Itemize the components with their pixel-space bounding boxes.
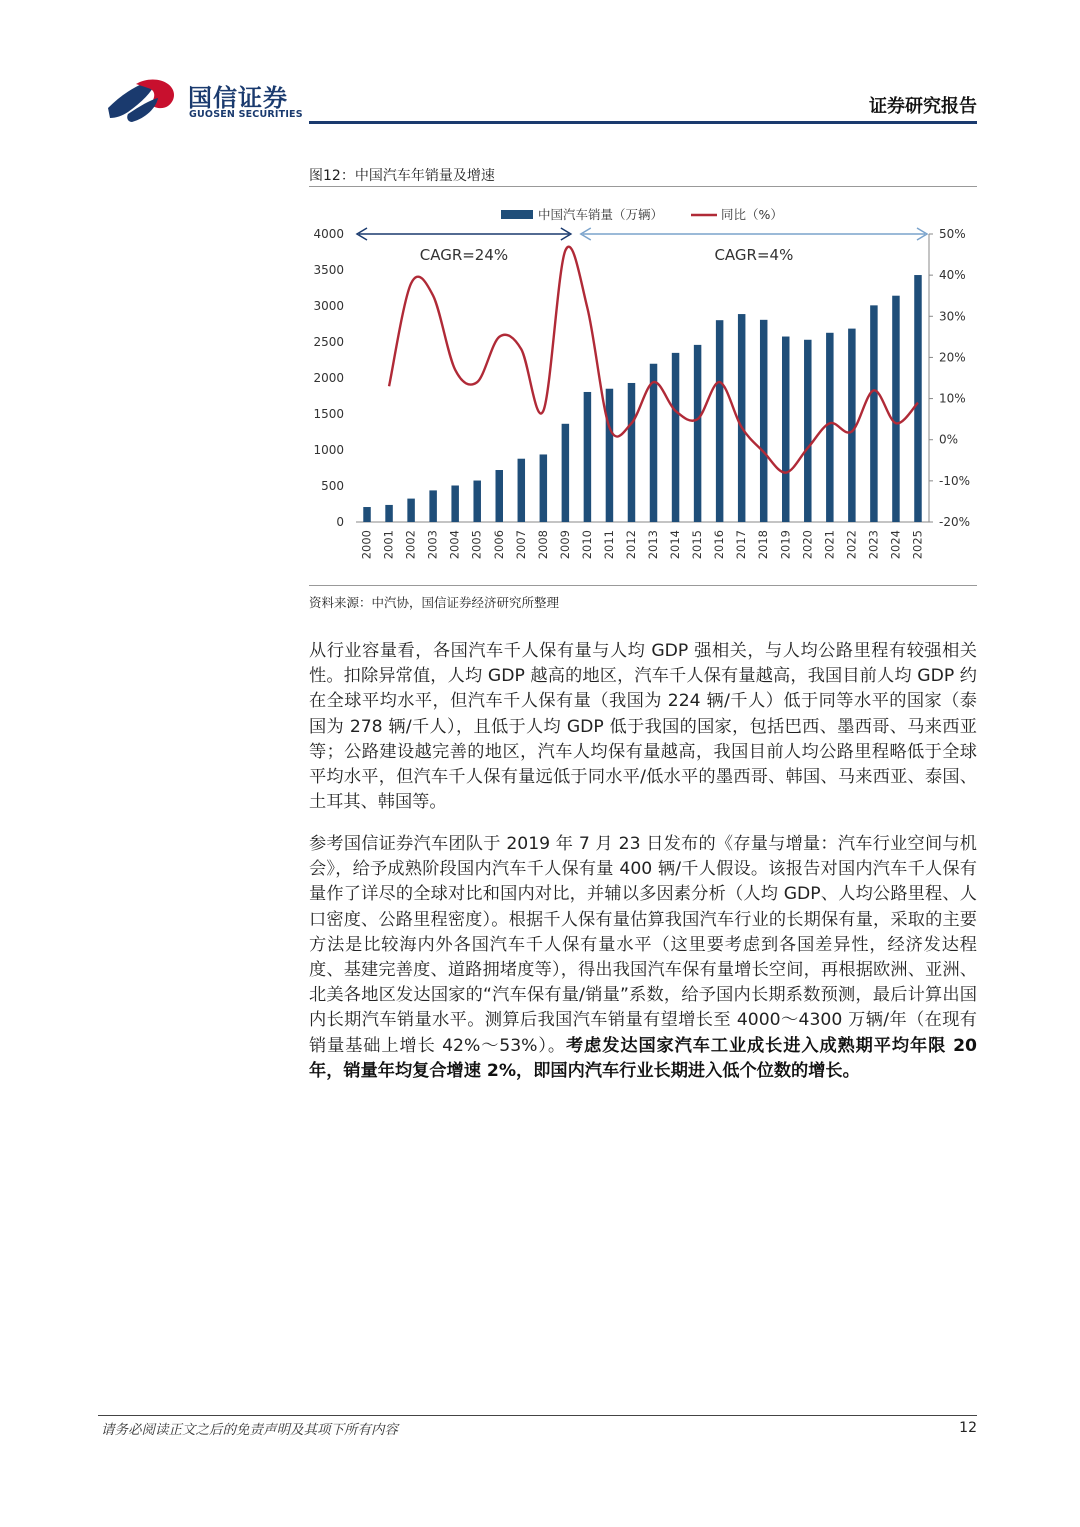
y-right-tick-label: -20%: [939, 515, 971, 529]
bar: [804, 340, 811, 522]
x-tick-label: 2012: [623, 530, 638, 560]
bar: [407, 499, 414, 522]
x-tick-label: 2016: [712, 530, 727, 560]
x-tick-label: 2004: [447, 530, 462, 560]
bar: [496, 470, 503, 522]
y-left-tick-label: 1000: [313, 443, 344, 457]
bar: [584, 392, 591, 522]
figure-title: 图12：中国汽车年销量及增速: [309, 168, 495, 184]
y-right-tick-label: 0%: [939, 432, 959, 447]
legend-line-label: 同比（%）: [721, 207, 783, 222]
bar: [429, 490, 436, 522]
bar: [473, 481, 480, 522]
x-tick-label: 2011: [601, 530, 616, 560]
legend-bar-swatch: [501, 210, 533, 219]
y-right-tick-label: 10%: [939, 391, 966, 406]
figure-bottom-rule: [309, 585, 977, 586]
figure-top-rule: [309, 186, 977, 187]
logo-mark-icon: [106, 76, 188, 126]
x-tick-label: 2018: [756, 530, 771, 560]
bar: [716, 320, 723, 522]
bar: [385, 505, 392, 522]
x-tick-label: 2022: [844, 530, 859, 560]
bar: [628, 383, 635, 522]
x-tick-label: 2006: [491, 530, 506, 560]
disclaimer-note: 请务必阅读正文之后的免责声明及其项下所有内容: [101, 1422, 398, 1438]
y-left-tick-label: 500: [321, 479, 344, 493]
y-right-tick-label: 40%: [939, 268, 966, 283]
x-tick-label: 2019: [778, 530, 793, 560]
y-left-tick-label: 4000: [313, 227, 344, 241]
bar: [826, 333, 833, 522]
footer-divider: [98, 1415, 977, 1416]
x-tick-label: 2013: [646, 530, 661, 560]
x-tick-label: 2025: [910, 530, 925, 560]
bar: [650, 364, 657, 522]
bar: [892, 296, 899, 522]
x-tick-label: 2003: [425, 530, 440, 560]
y-left-tick-label: 1500: [313, 407, 344, 421]
bar: [738, 314, 745, 522]
bar: [760, 320, 767, 522]
x-tick-label: 2007: [513, 530, 528, 560]
x-tick-label: 2023: [866, 530, 881, 560]
x-tick-label: 2001: [381, 530, 396, 560]
x-tick-label: 2005: [469, 530, 484, 560]
y-left-tick-label: 2500: [313, 335, 344, 349]
figure-source: 资料来源：中汽协，国信证券经济研究所整理: [309, 595, 560, 610]
x-tick-label: 2017: [734, 530, 749, 560]
page-number: 12: [959, 1420, 977, 1436]
x-tick-label: 2002: [403, 530, 418, 560]
x-tick-label: 2020: [800, 530, 815, 560]
x-tick-label: 2024: [888, 530, 903, 560]
x-tick-label: 2008: [535, 530, 550, 560]
guosen-logo: [106, 76, 306, 126]
y-left-tick-label: 0: [336, 515, 344, 529]
x-tick-label: 2010: [579, 530, 594, 560]
cagr-label: CAGR=4%: [714, 246, 794, 264]
bar: [848, 329, 855, 522]
y-left-tick-label: 3500: [313, 263, 344, 277]
bar: [782, 337, 789, 522]
report-type-label: 证券研究报告: [869, 96, 977, 117]
paragraph-2-bold: 考虑发达国家汽车工业成长进入成熟期平均年限 20 年，销量年均复合增速 2%，即国内汽车行业长期进入低个位数的增长。: [309, 1035, 977, 1081]
x-tick-label: 2009: [557, 530, 572, 560]
y-left-tick-label: 3000: [313, 299, 344, 313]
bar: [672, 353, 679, 522]
bar: [694, 345, 701, 522]
sales-chart: [309, 190, 977, 582]
paragraph-2-text: 参考国信证券汽车团队于 2019 年 7 月 23 日发布的《存量与增量：汽车行业空间与机会》，给予成熟阶段国内汽车千人保有量 400 辆/千人假设。该报告对国内汽车千人保有量作了详尽的全球对比和国内对比，并辅以多因素分析（人均 GDP、人均公路里程、人口密度、公路里程密度）。根据千人保有量估算我国汽车行业的长期保有量，采取的主要方法是比较海内外各国汽车千人保有量水平（这里要考虑到各国差异性，经济发达程度、基建完善度、道路拥堵度等），得出我国汽车保有量增长空间，再根据欧洲、亚洲、北美各地区发达国家的“汽车保有量/销量”系数，给予国内长期系数预测，最后计算出国内长期汽车销量水平。测算后我国汽车销量有望增长至 4000～4300 万辆/年（在现有销量基础上增长 42%～53%）。: [309, 834, 977, 1056]
y-right-tick-label: -10%: [939, 473, 971, 488]
y-right-tick-label: 20%: [939, 350, 966, 365]
bar: [562, 424, 569, 522]
cagr-label: CAGR=24%: [419, 246, 509, 264]
x-tick-label: 2015: [690, 530, 705, 560]
logo-text-cn: 国信证券: [188, 84, 288, 112]
y-right-tick-label: 30%: [939, 309, 966, 324]
header-divider: [309, 121, 977, 124]
paragraph-1: 从行业容量看，各国汽车千人保有量与人均 GDP 强相关，与人均公路里程有较强相关性。扣除异常值，人均 GDP 越高的地区，汽车千人保有量越高，我国目前人均 GDP 约在全球平均水平，但汽车千人保有量（我国为 224 辆/千人）低于同等水平的国家（泰国为 278 辆/千人），且低于人均 GDP 低于我国的国家，包括巴西、墨西哥、马来西亚等；公路建设越完善的地区，汽车人均保有量越高，我国目前人均公路里程略低于全球平均水平，但汽车千人保有量远低于同水平/低水平的墨西哥、韩国、马来西亚、泰国、土耳其、韩国等。: [309, 641, 977, 813]
bar: [540, 454, 547, 522]
paragraph-2: [309, 832, 977, 1084]
legend-bar-label: 中国汽车销量（万辆）: [538, 207, 664, 222]
bar: [914, 275, 921, 522]
x-tick-label: 2014: [668, 530, 683, 560]
bar: [606, 389, 613, 522]
bar: [518, 459, 525, 522]
x-tick-label: 2021: [822, 530, 837, 560]
bar: [451, 485, 458, 522]
logo-text-en: GUOSEN SECURITIES: [189, 109, 303, 120]
bar: [870, 305, 877, 522]
x-tick-label: 2000: [359, 530, 374, 560]
y-left-tick-label: 2000: [313, 371, 344, 385]
bar: [363, 507, 370, 522]
y-right-tick-label: 50%: [939, 227, 966, 241]
